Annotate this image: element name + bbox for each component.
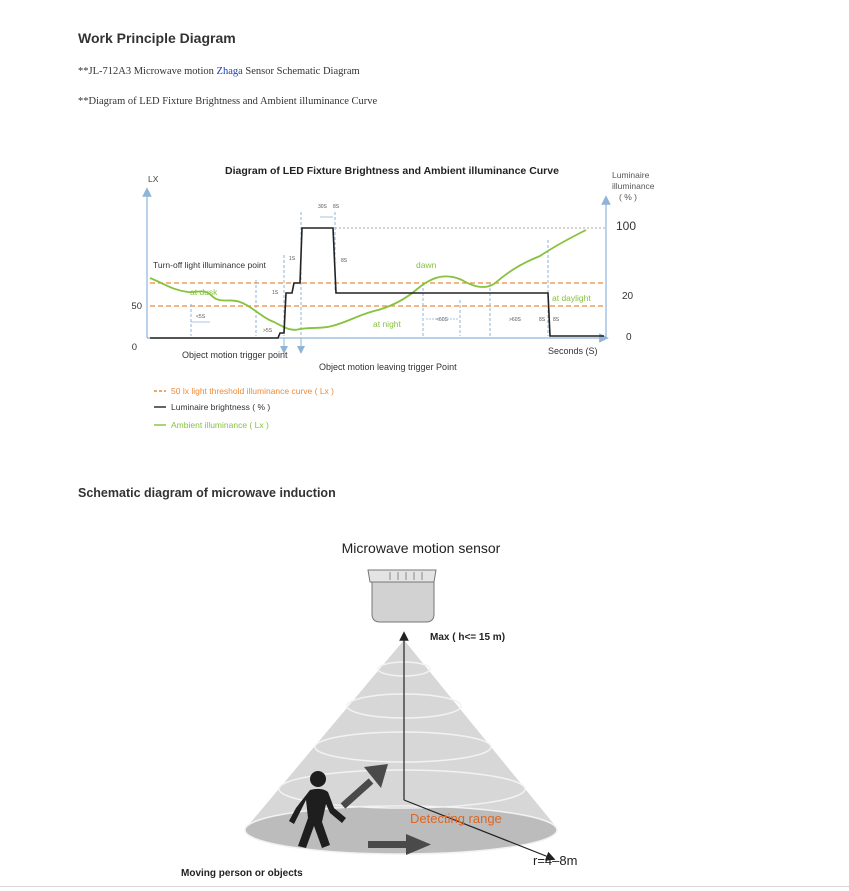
legend-threshold-label: 50 lx light threshold illuminance curve ( Lx ) bbox=[171, 386, 334, 396]
right-tick-0: 0 bbox=[626, 332, 632, 343]
microwave-heading: Schematic diagram of microwave induction bbox=[78, 486, 336, 500]
time-8s-right: 8S bbox=[341, 258, 348, 264]
legend-brightness-label: Luminaire brightness ( % ) bbox=[171, 402, 271, 412]
zhaga-link[interactable]: Zhaga bbox=[216, 66, 243, 77]
leaving-point-label: Object motion leaving trigger Point bbox=[319, 362, 457, 372]
moving-person-label: Moving person or objects bbox=[181, 868, 303, 879]
dawn-label: dawn bbox=[416, 260, 437, 270]
at-daylight-label: at daylight bbox=[552, 293, 591, 303]
legend-ambient-label: Ambient illuminance ( Lx ) bbox=[171, 420, 269, 430]
x-axis-label: Seconds (S) bbox=[548, 346, 598, 356]
right-axis-label-2: illuminance bbox=[612, 181, 655, 191]
turn-off-point-label: Turn-off light illuminance point bbox=[153, 260, 266, 270]
at-dusk-label: at dusk bbox=[190, 287, 218, 297]
right-tick-100: 100 bbox=[616, 219, 637, 233]
bottom-divider bbox=[0, 886, 849, 887]
page-heading: Work Principle Diagram bbox=[78, 30, 236, 46]
right-tick-20: 20 bbox=[622, 291, 634, 302]
detecting-range-label: Detecting range bbox=[410, 811, 502, 826]
time-1s-a: 1S bbox=[289, 256, 296, 262]
time-lt5s: <5S bbox=[196, 314, 206, 320]
microwave-sensor-icon bbox=[368, 570, 436, 622]
max-height-label: Max ( h<= 15 m) bbox=[430, 632, 506, 643]
left-tick-50: 50 bbox=[131, 301, 142, 312]
time-8s-top: 8S bbox=[333, 204, 340, 210]
left-axis-label: LX bbox=[148, 174, 159, 184]
sensor-note-prefix: **JL-712A3 Microwave motion bbox=[78, 66, 217, 77]
right-axis-label-1: Luminaire bbox=[612, 170, 650, 180]
left-tick-0: 0 bbox=[131, 342, 137, 353]
time-1s-b: 1S bbox=[272, 290, 279, 296]
trigger-point-label: Object motion trigger point bbox=[182, 350, 288, 360]
curve-title: Diagram of LED Fixture Brightness and Ambient illuminance Curve bbox=[225, 165, 559, 177]
time-gt60s: >60S bbox=[509, 317, 521, 323]
at-night-label: at night bbox=[373, 319, 401, 329]
sensor-title: Microwave motion sensor bbox=[341, 540, 501, 556]
time-8s-c: 8S bbox=[539, 317, 546, 323]
time-8s-d: 8S bbox=[553, 317, 560, 323]
sensor-note-suffix: Sensor Schematic Diagram bbox=[242, 66, 360, 77]
time-lt60s: <60S bbox=[436, 317, 448, 323]
right-axis-label-3: ( % ) bbox=[619, 192, 637, 202]
time-30s: 30S bbox=[318, 204, 327, 210]
time-gt5s: >5S bbox=[263, 328, 273, 334]
curve-note: **Diagram of LED Fixture Brightness and Ambient illuminance Curve bbox=[78, 96, 378, 107]
radius-label: r=4–8m bbox=[533, 853, 578, 868]
